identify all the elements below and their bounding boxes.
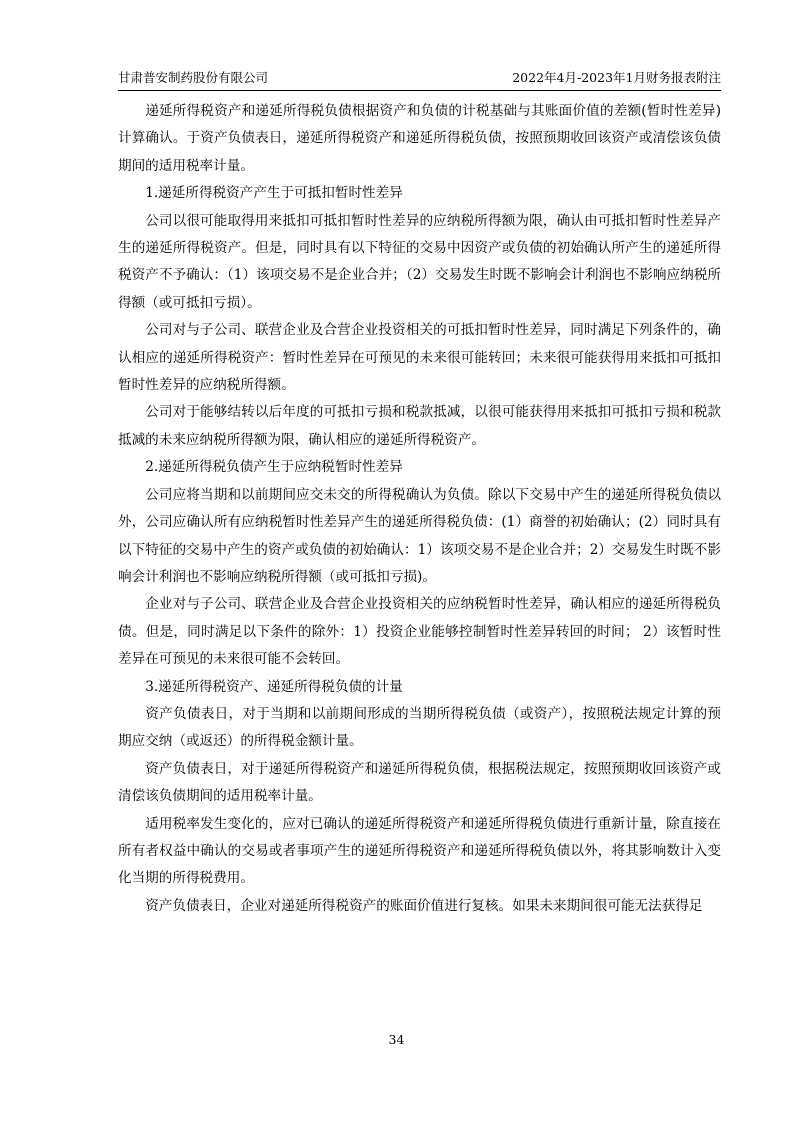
paragraph: 公司对于能够结转以后年度的可抵扣亏损和税款抵减，以很可能获得用来抵扣可抵扣亏损和税款抵减的未来应纳税所得额为限，确认相应的递延所得税资产。 xyxy=(118,404,721,448)
paragraph-intro: 递延所得税资产和递延所得税负债根据资产和负债的计税基础与其账面价值的差额(暂时性差异)计算确认。于资产负债表日，递延所得税资产和递延所得税负债，按照预期收回该资产或清偿该负债期间的适用税率计量。 xyxy=(118,103,721,174)
header-divider xyxy=(118,90,721,91)
document-body xyxy=(118,98,721,920)
header-company-name: 甘肃普安制药股份有限公司 xyxy=(118,70,269,85)
page-number: 34 xyxy=(388,1032,405,1047)
paragraph: 公司应将当期和以前期间应交未交的所得税确认为负债。除以下交易中产生的递延所得税负债以外，公司应确认所有应纳税暂时性差异产生的递延所得税负债：(1）商誉的初始确认；(2）同时具有以下特征的交易中产生的资产或负债的初始确认：1）该项交易不是企业合并；2）交易发生时既不影响会计利润也不影响应纳税所得额（或可抵扣亏损)。 xyxy=(118,486,721,585)
paragraph: 资产负债表日，对于当期和以前期间形成的当期所得税负债（或资产），按照税法规定计算的预期应交纳（或返还）的所得税金额计量。 xyxy=(118,705,721,750)
page-header xyxy=(118,68,721,88)
section-heading-3: 3.递延所得税资产、递延所得税负债的计量 xyxy=(145,678,403,695)
paragraph: 资产负债表日，企业对递延所得税资产的账面价值进行复核。如果未来期间很可能无法获得足 xyxy=(145,897,703,914)
section-heading-2: 2.递延所得税负债产生于应纳税暂时性差异 xyxy=(145,459,403,476)
paragraph: 公司对与子公司、联营企业及合营企业投资相关的可抵扣暂时性差异，同时满足下列条件的，确认相应的递延所得税资产：暂时性差异在可预见的未来很可能转回；未来很可能获得用来抵扣可抵扣暂时性差异的应纳税所得额。 xyxy=(118,322,721,394)
header-report-title: 2022年4月-2023年1月财务报表附注 xyxy=(512,70,721,85)
paragraph: 适用税率发生变化的，应对已确认的递延所得税资产和递延所得税负债进行重新计量，除直接在所有者权益中确认的交易或者事项产生的递延所得税资产和递延所得税负债以外，将其影响数计入变化当期的所得税费用。 xyxy=(118,815,721,887)
paragraph: 公司以很可能取得用来抵扣可抵扣暂时性差异的应纳税所得额为限，确认由可抵扣暂时性差异产生的递延所得税资产。但是，同时具有以下特征的交易中因资产或负债的初始确认所产生的递延所得税资产不予确认：（1）该项交易不是企业合并；（2）交易发生时既不影响会计利润也不影响应纳税所得额（或可抵扣亏损）。 xyxy=(118,212,721,311)
section-heading-1: 1.递延所得税资产产生于可抵扣暂时性差异 xyxy=(145,185,403,202)
paragraph: 资产负债表日，对于递延所得税资产和递延所得税负债，根据税法规定，按照预期收回该资产或清偿该负债期间的适用税率计量。 xyxy=(118,760,721,805)
paragraph: 企业对与子公司、联营企业及合营企业投资相关的应纳税暂时性差异，确认相应的递延所得税负债。但是，同时满足以下条件的除外：1）投资企业能够控制暂时性差异转回的时间； 2）该暂时性差异在可预见的未来很可能不会转回。 xyxy=(118,596,721,668)
